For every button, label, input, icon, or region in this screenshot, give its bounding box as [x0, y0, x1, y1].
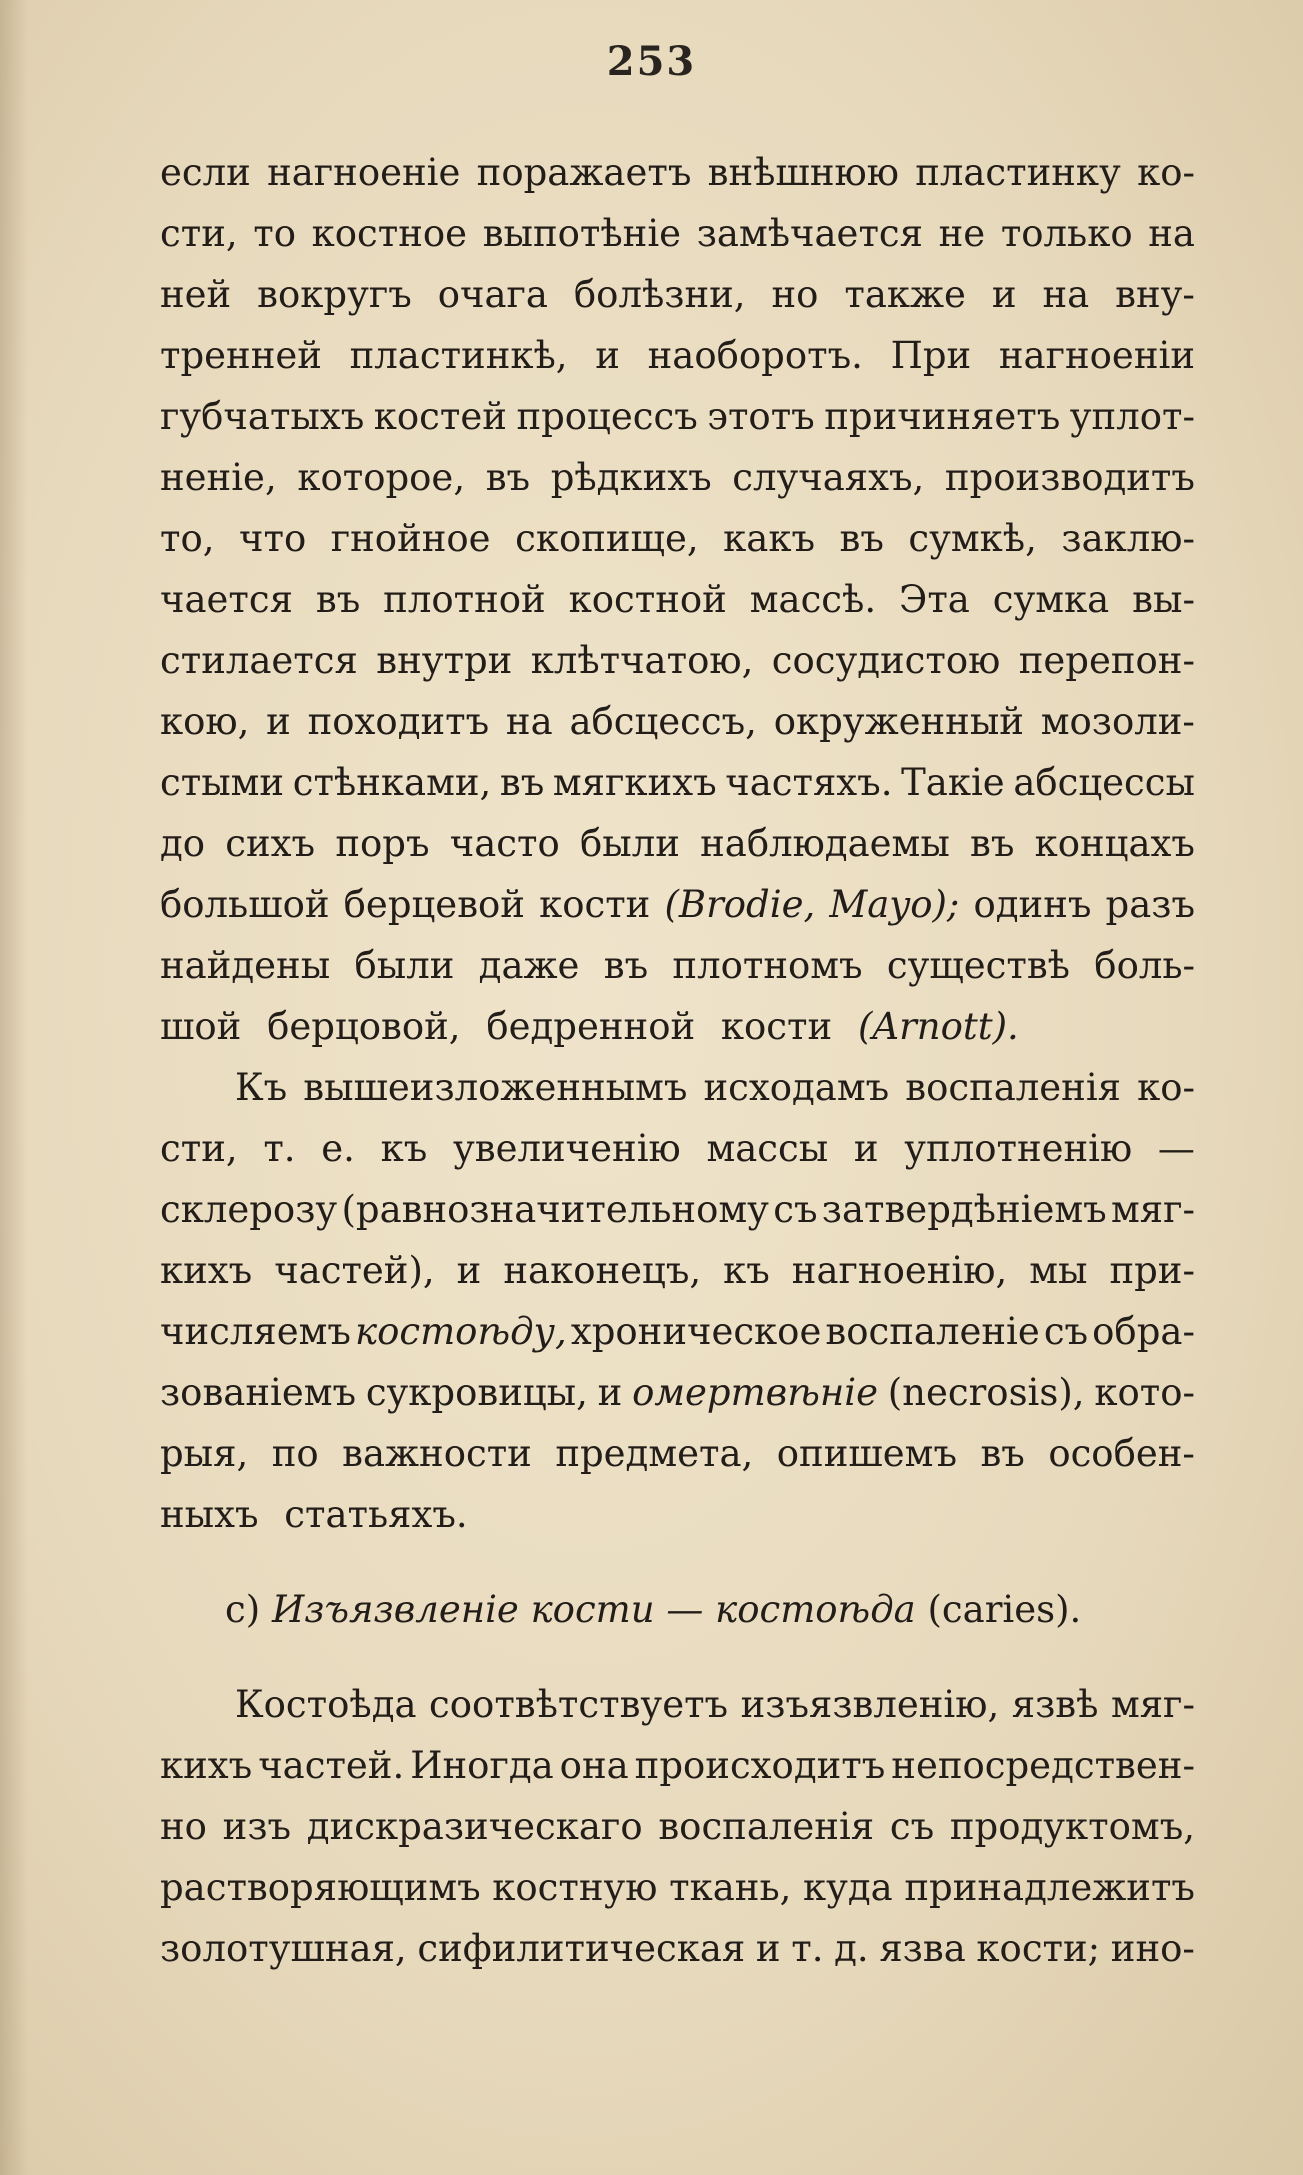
word: перепон-: [1018, 639, 1195, 682]
word: нагноенiю,: [791, 1249, 1008, 1292]
word: на: [505, 700, 553, 743]
word: особен-: [1048, 1432, 1195, 1475]
word: сихъ: [225, 822, 316, 865]
word: сти,: [160, 1127, 238, 1170]
word: заклю-: [1061, 517, 1195, 560]
word: зованiемъ: [160, 1371, 357, 1414]
word: которое,: [297, 456, 466, 499]
word: ко-: [1137, 151, 1195, 194]
word: одинъ: [973, 883, 1092, 926]
word: этотъ: [707, 395, 815, 438]
italic-word: (Arnott).: [857, 1005, 1019, 1048]
text-line: [160, 630, 1195, 691]
word: внѣшнюю: [707, 151, 899, 194]
word: причиняетъ: [824, 395, 1061, 438]
word: къ: [380, 1127, 428, 1170]
word: боль-: [1094, 944, 1195, 987]
word: уплот-: [1069, 395, 1195, 438]
word: Костоѣда: [235, 1683, 417, 1726]
word: —: [1157, 1127, 1195, 1170]
word: непосредствен-: [891, 1744, 1195, 1787]
word: и: [853, 1127, 879, 1170]
word: мозоли-: [1040, 700, 1195, 743]
word: скопище,: [515, 517, 699, 560]
word: Эта: [899, 578, 970, 621]
word: на: [1042, 273, 1090, 316]
word: въ: [499, 761, 545, 804]
text-line: [160, 203, 1195, 264]
text-line: [160, 1796, 1195, 1857]
word: въ: [315, 578, 361, 621]
word: Иногда: [410, 1744, 554, 1787]
word: язва: [879, 1927, 966, 1970]
word: до: [160, 822, 206, 865]
word: мягкихъ: [552, 761, 717, 804]
word: кости;: [976, 1927, 1101, 1970]
word: т.: [791, 1927, 824, 1970]
word: сифилитическая: [417, 1927, 746, 1970]
italic-word: Mayo);: [829, 883, 960, 926]
word: что: [239, 517, 307, 560]
word: рѣдкихъ: [550, 456, 712, 499]
word: хроническое: [570, 1310, 822, 1353]
word: кихъ: [160, 1744, 253, 1787]
word: язвѣ: [1011, 1683, 1099, 1726]
word: въ: [485, 456, 531, 499]
word: берцовой,: [267, 1005, 461, 1048]
word: (necrosis),: [887, 1371, 1085, 1414]
word: даже: [478, 944, 580, 987]
text-line: [160, 264, 1195, 325]
word: Такiе: [901, 761, 1005, 804]
word: мяг-: [1110, 1683, 1195, 1726]
heading-latin: (caries).: [927, 1588, 1082, 1631]
word: если: [160, 151, 251, 194]
word: были: [354, 944, 455, 987]
word: костной: [568, 578, 727, 621]
word: костное: [311, 212, 468, 255]
word: исходамъ: [703, 1066, 890, 1109]
word: сукровицы,: [365, 1371, 588, 1414]
word: какъ: [723, 517, 815, 560]
word: стыми: [160, 761, 285, 804]
text-line: [160, 447, 1195, 508]
word: по: [271, 1432, 319, 1475]
text-line: [160, 1674, 1195, 1735]
word: окруженный: [773, 700, 1024, 743]
word: и: [456, 1249, 482, 1292]
word: къ: [723, 1249, 770, 1292]
word: растворяющимъ: [160, 1866, 481, 1909]
text-line: [160, 752, 1195, 813]
word: костей: [373, 395, 507, 438]
word: ныхъ: [160, 1493, 259, 1536]
text-line: [160, 1057, 1195, 1118]
word: болѣзни,: [573, 273, 746, 316]
word: внутри: [376, 639, 513, 682]
word: воспаленiя: [658, 1805, 875, 1848]
word: воспаленiе: [825, 1310, 1040, 1353]
word: не: [938, 212, 986, 255]
text-line: [160, 1918, 1195, 1979]
word: продуктомъ,: [949, 1805, 1195, 1848]
text-line: [160, 1484, 1195, 1545]
word: вышеизложеннымъ: [303, 1066, 688, 1109]
word: кою,: [160, 700, 250, 743]
word: клѣтчатою,: [530, 639, 754, 682]
heading-title: Изъязвленiе кости — костоѣда: [271, 1588, 916, 1631]
text-line: [160, 508, 1195, 569]
word: т.: [263, 1127, 296, 1170]
text-line: [160, 1301, 1195, 1362]
word: сумкѣ,: [908, 517, 1037, 560]
word: бедренной: [486, 1005, 696, 1048]
word: стилается: [160, 639, 358, 682]
word: д.: [834, 1927, 869, 1970]
word: Къ: [235, 1066, 288, 1109]
paragraph-2: [160, 1057, 1195, 1545]
word: большой: [160, 883, 330, 926]
word: то,: [160, 517, 215, 560]
word: (равнозначительному: [341, 1188, 769, 1231]
word: сти,: [160, 212, 238, 255]
word: и: [595, 334, 620, 377]
word: гнойное: [330, 517, 491, 560]
word: частяхъ.: [725, 761, 893, 804]
word: мяг-: [1110, 1188, 1195, 1231]
word: поръ: [335, 822, 430, 865]
page-number: 253: [606, 38, 697, 85]
text-line: [160, 813, 1195, 874]
word: вну-: [1115, 273, 1195, 316]
word: поражаетъ: [476, 151, 692, 194]
word: воспаленiя: [905, 1066, 1122, 1109]
word: пластинку: [915, 151, 1121, 194]
word: въ: [839, 517, 884, 560]
word: обра-: [1092, 1310, 1195, 1353]
word: изъ: [222, 1805, 292, 1848]
text-line: [160, 874, 1195, 935]
word: важности: [342, 1432, 532, 1475]
word: только: [1000, 212, 1133, 255]
word: увеличенiю: [453, 1127, 681, 1170]
word: концахъ: [1034, 822, 1195, 865]
word: принадлежитъ: [904, 1866, 1195, 1909]
italic-word: омертвѣнiе: [632, 1371, 878, 1414]
paragraph-3: [160, 1674, 1195, 1979]
word: вы-: [1132, 578, 1195, 621]
word: кихъ: [160, 1249, 253, 1292]
word: съ: [773, 1188, 818, 1231]
word: ткань,: [669, 1866, 792, 1909]
body-text: [160, 142, 1195, 1979]
text-line: [160, 996, 1195, 1057]
text-line: [160, 1735, 1195, 1796]
word: производитъ: [944, 456, 1195, 499]
word: сосудистою: [771, 639, 1001, 682]
heading-letter: c): [225, 1588, 261, 1631]
word: шой: [160, 1005, 242, 1048]
text-line: [160, 569, 1195, 630]
word: куда: [802, 1866, 893, 1909]
word: разъ: [1105, 883, 1195, 926]
word: При: [890, 334, 972, 377]
word: замѣчается: [696, 212, 923, 255]
word: выпотѣнiе: [482, 212, 682, 255]
word: и: [755, 1927, 781, 1970]
word: но: [771, 273, 819, 316]
word: наконецъ,: [503, 1249, 702, 1292]
word: случаяхъ,: [732, 456, 925, 499]
word: наоборотъ.: [647, 334, 863, 377]
word: е.: [321, 1127, 355, 1170]
word: опишемъ: [776, 1432, 957, 1475]
word: абсцессъ,: [569, 700, 757, 743]
word: также: [844, 273, 966, 316]
word: изъязвленiю,: [740, 1683, 1000, 1726]
word: мы: [1029, 1249, 1088, 1292]
word: но: [160, 1805, 207, 1848]
word: часто: [449, 822, 560, 865]
word: стѣнками,: [292, 761, 492, 804]
text-line: [160, 142, 1195, 203]
section-heading: [160, 1579, 1195, 1640]
word: то: [253, 212, 296, 255]
word: при-: [1109, 1249, 1195, 1292]
word: частей),: [274, 1249, 435, 1292]
page-spine-shadow: [0, 0, 28, 2175]
word: ненiе,: [160, 456, 277, 499]
text-line: [160, 1240, 1195, 1301]
word: вокругъ: [257, 273, 412, 316]
word: костную: [492, 1866, 658, 1909]
word: процессъ: [516, 395, 698, 438]
italic-word: (Brodie,: [664, 883, 816, 926]
word: чается: [160, 578, 293, 621]
word: на: [1148, 212, 1195, 255]
word: въ: [603, 944, 649, 987]
word: золотушная,: [160, 1927, 407, 1970]
word: берцевой: [343, 883, 525, 926]
word: ко-: [1137, 1066, 1195, 1109]
word: сумка: [992, 578, 1110, 621]
word: были: [579, 822, 680, 865]
word: и: [266, 700, 291, 743]
word: въ: [980, 1432, 1025, 1475]
word: ней: [160, 273, 232, 316]
word: въ: [970, 822, 1015, 865]
text-line: [160, 1118, 1195, 1179]
word: массы: [706, 1127, 829, 1170]
word: кости: [720, 1005, 833, 1048]
word: пластинкѣ,: [349, 334, 568, 377]
text-line: [160, 1362, 1195, 1423]
word: плотномъ: [672, 944, 863, 987]
text-line: [160, 325, 1195, 386]
word: нагноенiи: [998, 334, 1195, 377]
word: числяемъ: [160, 1310, 351, 1353]
word: походитъ: [307, 700, 490, 743]
word: существѣ: [886, 944, 1070, 987]
text-line: [160, 1857, 1195, 1918]
word: тренней: [160, 334, 322, 377]
word: массѣ.: [749, 578, 877, 621]
word: найдены: [160, 944, 331, 987]
word: съ: [1043, 1310, 1089, 1353]
word: дискразическаго: [306, 1805, 643, 1848]
text-line: [160, 1179, 1195, 1240]
word: нагноенiе: [267, 151, 461, 194]
word: кото-: [1094, 1371, 1195, 1414]
word: губчатыхъ: [160, 395, 365, 438]
word: затвердѣнiемъ: [821, 1188, 1107, 1231]
word: предмета,: [555, 1432, 754, 1475]
word: наблюдаемы: [700, 822, 950, 865]
word: происходитъ: [634, 1744, 886, 1787]
text-line: [160, 935, 1195, 996]
word: и: [991, 273, 1017, 316]
word: уплотненiю: [904, 1127, 1133, 1170]
paragraph-1: [160, 142, 1195, 1057]
word: и: [597, 1371, 623, 1414]
word: съ: [889, 1805, 935, 1848]
word: частей.: [258, 1744, 405, 1787]
word: кости: [539, 883, 651, 926]
word: рыя,: [160, 1432, 249, 1475]
word: ино-: [1110, 1927, 1195, 1970]
word: абсцессы: [1013, 761, 1195, 804]
italic-word: костоѣду,: [354, 1310, 567, 1353]
text-line: [160, 1423, 1195, 1484]
word: соотвѣтствуетъ: [429, 1683, 729, 1726]
text-line: [160, 386, 1195, 447]
word: склерозу: [160, 1188, 338, 1231]
text-line: [160, 691, 1195, 752]
word: она: [559, 1744, 629, 1787]
word: очага: [437, 273, 548, 316]
word: плотной: [383, 578, 546, 621]
word: статьяхъ.: [284, 1493, 468, 1536]
